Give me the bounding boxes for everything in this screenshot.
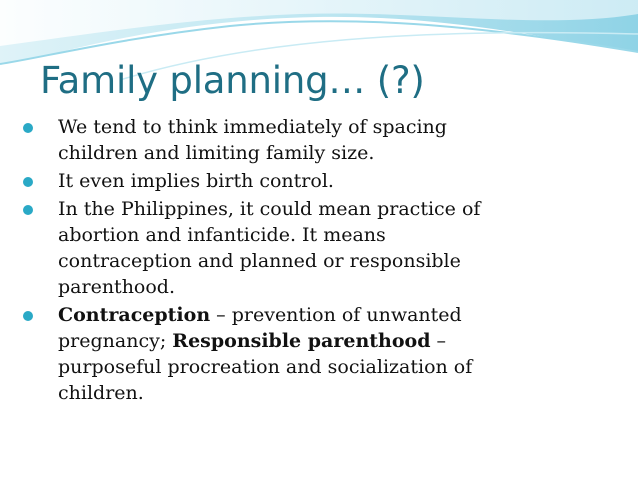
bullet-text (58, 114, 520, 166)
bullet-term-contraception: Contraception (58, 304, 211, 326)
bullet-dot-icon (23, 205, 33, 215)
bullet-text (58, 168, 520, 194)
bullet-text (58, 196, 520, 300)
slide-title: Family planning… (?) (40, 59, 425, 102)
bullet-item (20, 196, 520, 300)
bullet-term-responsible-parenthood: Responsible parenthood (172, 330, 431, 352)
bullet-text-part: In the Philippines, it could mean practice of abortion and infanticide. It means contraception and planned or responsible parenthood. (58, 198, 481, 298)
bullet-dot-icon (23, 177, 33, 187)
bullet-dot-icon (23, 123, 33, 133)
bullet-item (20, 114, 520, 166)
bullet-item (20, 302, 520, 406)
bullet-text (58, 302, 520, 406)
bullet-text-part: – purposeful procreation and socialization of children. (58, 330, 473, 404)
bullet-text-part: It even implies birth control. (58, 170, 334, 192)
bullet-list (20, 114, 520, 408)
bullet-item (20, 168, 520, 194)
bullet-dot-icon (23, 311, 33, 321)
bullet-text-part: We tend to think immediately of spacing children and limiting family size. (58, 116, 447, 164)
bullet-text-part: – prevention of unwanted pregnancy; (58, 304, 462, 352)
